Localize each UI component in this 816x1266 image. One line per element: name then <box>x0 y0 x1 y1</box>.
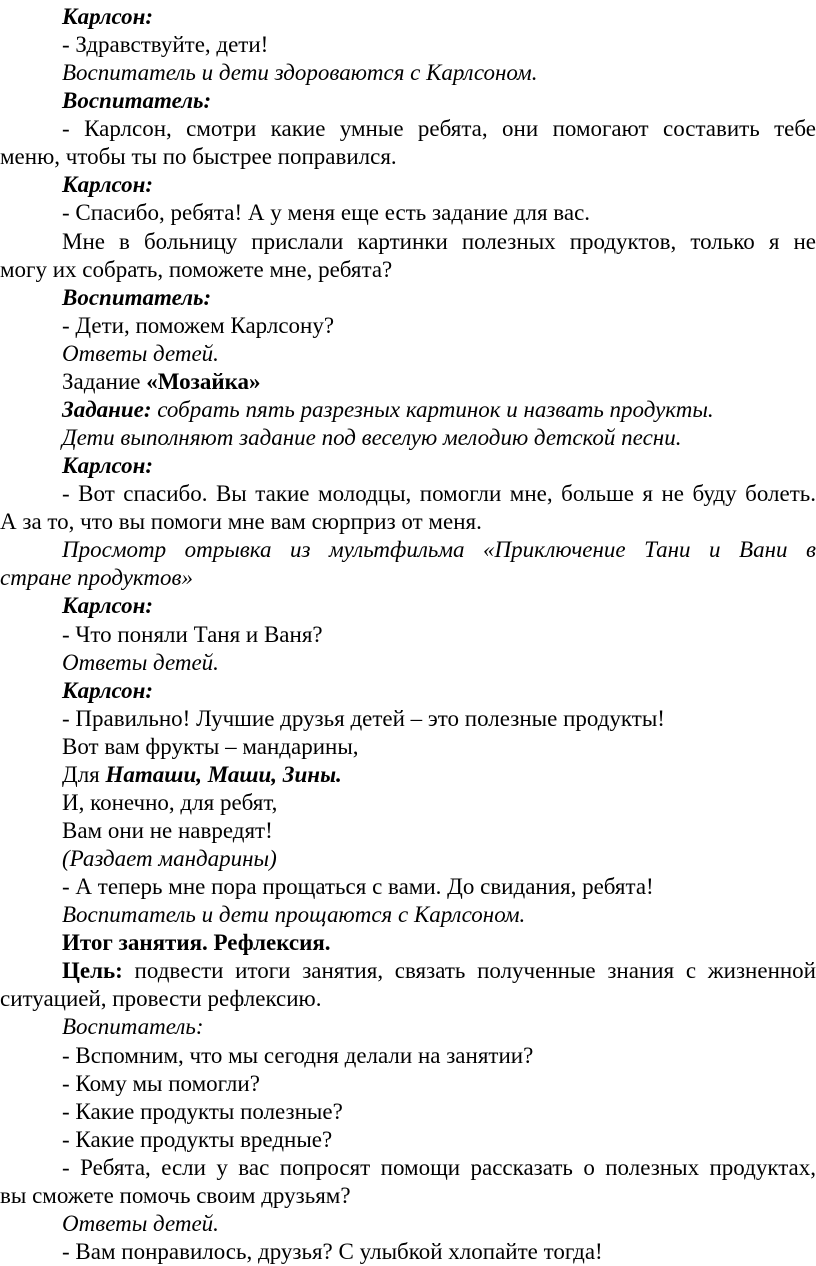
goal-label: Цель: <box>62 958 123 983</box>
stage-direction: Ответы детей. <box>62 1211 219 1236</box>
stage-direction: Ответы детей. <box>62 341 219 366</box>
speaker-karlson: Карлсон: <box>62 453 154 478</box>
task-title-label: Задание <box>62 369 147 394</box>
goal-text: подвести итоги занятия, связать полученные знания с жизненной <box>122 958 816 983</box>
task-title <box>0 367 816 396</box>
stage-direction: Просмотр отрывка из мультфильма «Приключение Тани и Вани в <box>62 537 816 562</box>
speaker-teacher: Воспитатель: <box>62 88 212 113</box>
question-line: - Кому мы помогли? <box>62 1071 260 1096</box>
poem-line: Вот вам фрукты – мандарины, <box>62 734 359 759</box>
question-line: - Какие продукты вредные? <box>62 1127 333 1152</box>
speaker-karlson: Карлсон: <box>62 172 154 197</box>
poem-line-start: Для <box>62 762 106 787</box>
dialogue-line: - Здравствуйте, дети! <box>62 32 269 57</box>
stage-direction: Воспитатель и дети здороваются с Карлсоном. <box>62 60 538 85</box>
goal-line: ситуацией, провести рефлексию. <box>0 986 322 1011</box>
speaker-karlson: Карлсон: <box>62 4 154 29</box>
task-text: собрать пять разрезных картинок и назвать продукты. <box>151 397 714 422</box>
dialogue-line: - Вот спасибо. Вы такие молодцы, помогли мне, больше я не буду болеть. <box>62 481 816 506</box>
dialogue-line: - Вам понравилось, друзья? С улыбкой хлопайте тогда! <box>62 1239 603 1264</box>
dialogue-line: - Спасибо, ребята! А у меня еще есть задание для вас. <box>62 200 591 225</box>
task-description <box>0 395 816 424</box>
stage-direction: Дети выполняют задание под веселую мелодию детской песни. <box>62 425 682 450</box>
poem-line: Вам они не навредят! <box>62 818 273 843</box>
stage-direction: Ответы детей. <box>62 650 219 675</box>
task-label: Задание: <box>62 397 152 422</box>
speaker-karlson: Карлсон: <box>62 593 154 618</box>
question-line: - Какие продукты полезные? <box>62 1099 343 1124</box>
dialogue-line: - Дети, поможем Карлсону? <box>62 313 335 338</box>
poem-names: Наташи, Маши, Зины. <box>105 762 342 787</box>
poem-line: И, конечно, для ребят, <box>62 790 278 815</box>
goal-line <box>0 956 816 985</box>
dialogue-line: - А теперь мне пора прощаться с вами. До свидания, ребята! <box>62 874 654 899</box>
dialogue-line: - Правильно! Лучшие друзья детей – это полезные продукты! <box>62 706 665 731</box>
poem-line <box>0 760 816 789</box>
dialogue-line: могу их собрать, поможете мне, ребята? <box>0 257 393 282</box>
dialogue-line: - Карлсон, смотри какие умные ребята, они помогают составить тебе <box>62 116 816 141</box>
question-line: вы сможете помочь своим друзьям? <box>0 1183 351 1208</box>
question-line: - Вспомним, что мы сегодня делали на занятии? <box>62 1043 534 1068</box>
dialogue-line: - Что поняли Таня и Ваня? <box>62 622 323 647</box>
stage-direction: (Раздает мандарины) <box>62 846 277 871</box>
question-line: - Ребята, если у вас попросят помощи рассказать о полезных продуктах, <box>62 1155 816 1180</box>
dialogue-line: А за то, что вы помоги мне вам сюрприз от меня. <box>0 509 482 534</box>
dialogue-line: меню, чтобы ты по быстрее поправился. <box>0 144 397 169</box>
stage-direction: Воспитатель и дети прощаются с Карлсоном. <box>62 902 526 927</box>
stage-direction: стране продуктов» <box>0 565 193 590</box>
speaker-karlson: Карлсон: <box>62 678 154 703</box>
speaker-teacher: Воспитатель: <box>62 285 212 310</box>
section-heading: Итог занятия. Рефлексия. <box>62 930 331 955</box>
dialogue-line: Мне в больницу прислали картинки полезных продуктов, только я не <box>62 229 816 254</box>
task-title-name: «Мозайка» <box>146 369 261 394</box>
speaker-teacher: Воспитатель: <box>62 1014 204 1039</box>
